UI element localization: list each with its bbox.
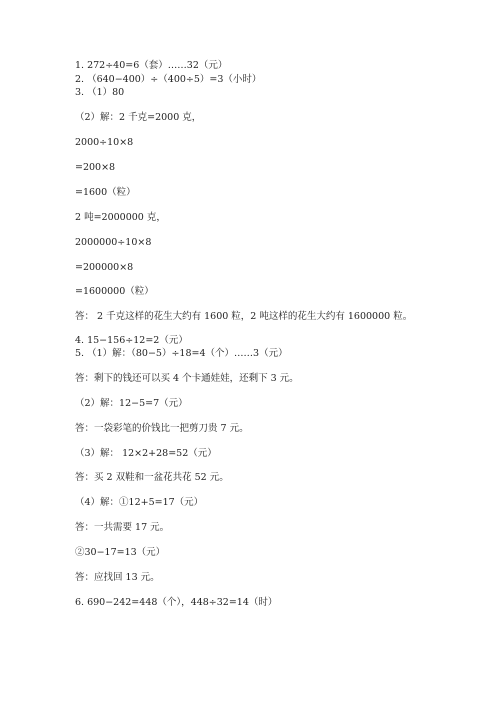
answer-line-8: 2 吨=2000000 克， [75, 212, 166, 223]
answer-line-19: 答：买 2 双鞋和一盆花共花 52 元。 [75, 472, 229, 483]
answer-line-23: 答：应找回 13 元。 [75, 572, 160, 583]
answer-line-6: =200×8 [75, 162, 116, 173]
answer-line-3: 3. （1）80 [75, 87, 125, 98]
answer-line-7: =1600（粒） [75, 187, 136, 198]
answer-line-2: 2. （640−400）÷（400÷5）=3（小时） [75, 74, 262, 85]
answer-line-14: 5. （1）解：（80−5）÷18=4（个）……3（元） [75, 348, 288, 359]
answer-line-11: =1600000（粒） [75, 286, 154, 297]
answer-line-15: 答：剩下的钱还可以买 4 个卡通娃娃，还剩下 3 元。 [75, 373, 299, 384]
answer-line-20: （4）解：①12+5=17（元） [75, 497, 204, 508]
answer-line-21: 答：一共需要 17 元。 [75, 522, 170, 533]
answer-line-10: =200000×8 [75, 262, 134, 273]
answer-line-18: （3）解： 12×2+28=52（元） [75, 448, 217, 459]
answer-line-13: 4. 15−156÷12=2（元） [75, 335, 188, 346]
answer-line-16: （2）解：12−5=7（元） [75, 398, 188, 409]
answer-line-4: （2）解：2 千克=2000 克， [75, 112, 202, 123]
answer-line-22: ②30−17=13（元） [75, 547, 166, 558]
answer-line-17: 答：一袋彩笔的价钱比一把剪刀贵 7 元。 [75, 423, 249, 434]
answer-line-9: 2000000÷10×8 [75, 237, 152, 248]
answer-line-24: 6. 690−242=448（个），448÷32=14（时） [75, 597, 278, 608]
answer-line-1: 1. 272÷40=6（套）……32（元） [75, 60, 228, 71]
answer-line-12: 答： 2 千克这样的花生大约有 1600 粒，2 吨这样的花生大约有 1600000 粒。 [75, 311, 413, 322]
answer-line-5: 2000÷10×8 [75, 137, 134, 148]
